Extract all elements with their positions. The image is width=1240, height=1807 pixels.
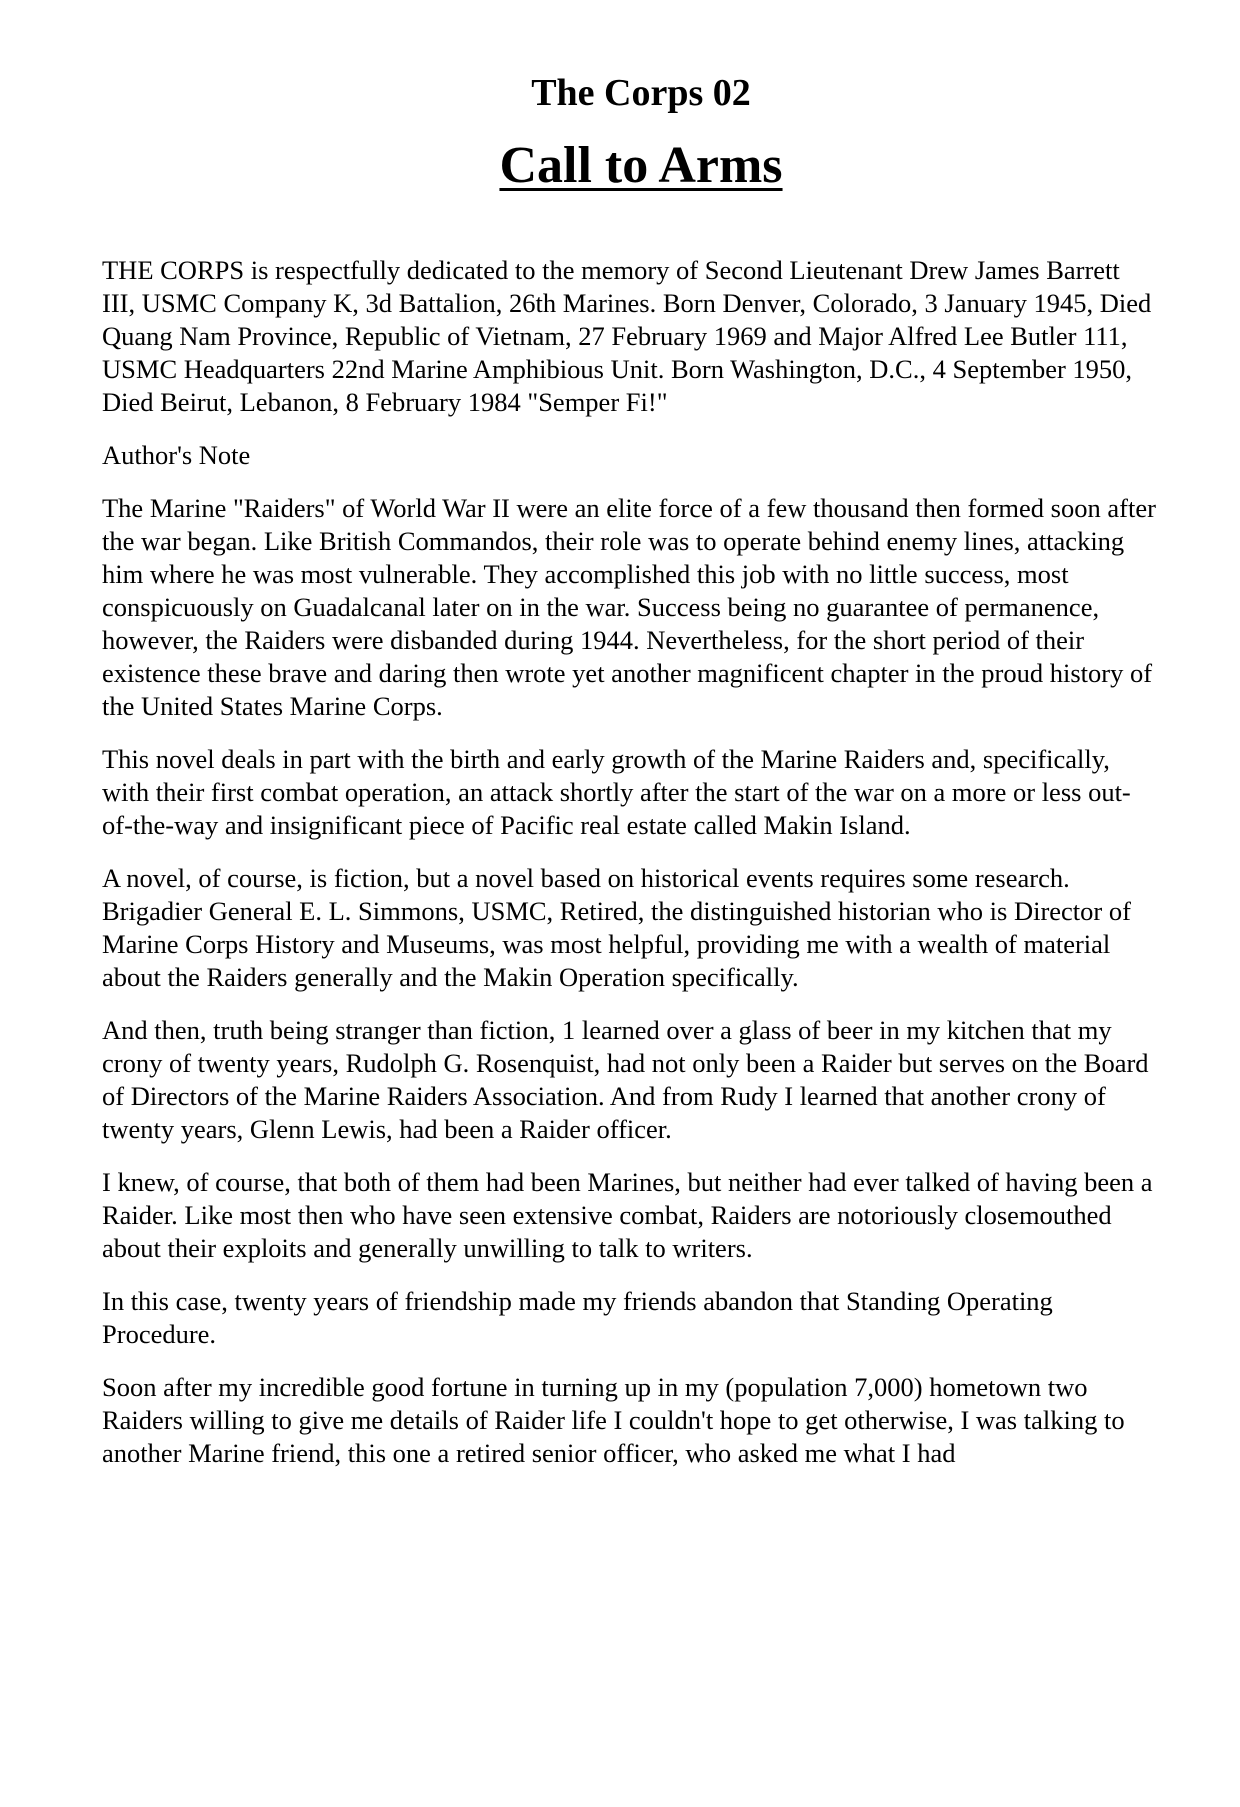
series-title: The Corps 02	[531, 72, 751, 114]
body-paragraph: A novel, of course, is fiction, but a novel based on historical events requires some research. Brigadier General E. L. Simmons, USMC, Retired, the distinguished historian who is Director of Marine Corps History and Museums, was most helpful, providing me with a wealth of material about the Raiders generally and the Makin Operation specifically.	[102, 863, 1131, 992]
authors-note-heading: Author's Note	[102, 440, 251, 470]
dedication-paragraph: THE CORPS is respectfully dedicated to the memory of Second Lieutenant Drew James Barrett III, USMC Company K, 3d Battalion, 26th Marines. Born Denver, Colorado, 3 January 1945, Died Quang Nam Province, Republic of Vietnam, 27 February 1969 and Major Alfred Lee Butler 111, USMC Headquarters 22nd Marine Amphibious Unit. Born Washington, D.C., 4 September 1950, Died Beirut, Lebanon, 8 February 1984 "Semper Fi!"	[102, 255, 1152, 417]
book-title	[102, 136, 1158, 196]
body-paragraph: The Marine "Raiders" of World War II were an elite force of a few thousand then formed soon after the war began. Like British Commandos, their role was to operate behind enemy lines, attacking him where he was most vulnerable. They accomplished this job with no little success, most conspicuously on Guadalcanal later on in the war. Success being no guarantee of permanence, however, the Raiders were disbanded during 1944. Nevertheless, for the short period of their existence these brave and daring then wrote yet another magnificent chapter in the proud history of the United States Marine Corps.	[102, 493, 1156, 721]
body-paragraph: I knew, of course, that both of them had been Marines, but neither had ever talked of having been a Raider. Like most then who have seen extensive combat, Raiders are notoriously closemouthed about their exploits and generally unwilling to talk to writers.	[102, 1167, 1153, 1263]
body-paragraph: This novel deals in part with the birth and early growth of the Marine Raiders and, specifically, with their first combat operation, an attack shortly after the start of the war on a more or less out-of-the-way and insignificant piece of Pacific real estate called Makin Island.	[102, 744, 1131, 840]
book-title-text: Call to Arms	[499, 137, 783, 194]
body-paragraph: In this case, twenty years of friendship made my friends abandon that Standing Operating Procedure.	[102, 1286, 1053, 1349]
document-body	[102, 254, 1158, 1470]
body-paragraph: And then, truth being stranger than fiction, 1 learned over a glass of beer in my kitchen that my crony of twenty years, Rudolph G. Rosenquist, had not only been a Raider but serves on the Board of Directors of the Marine Raiders Association. And from Rudy I learned that another crony of twenty years, Glenn Lewis, had been a Raider officer.	[102, 1015, 1149, 1144]
body-paragraph: Soon after my incredible good fortune in turning up in my (population 7,000) hometown two Raiders willing to give me details of Raider life I couldn't hope to get otherwise, I was talking to another Marine friend, this one a retired senior officer, who asked me what I had	[102, 1372, 1125, 1468]
